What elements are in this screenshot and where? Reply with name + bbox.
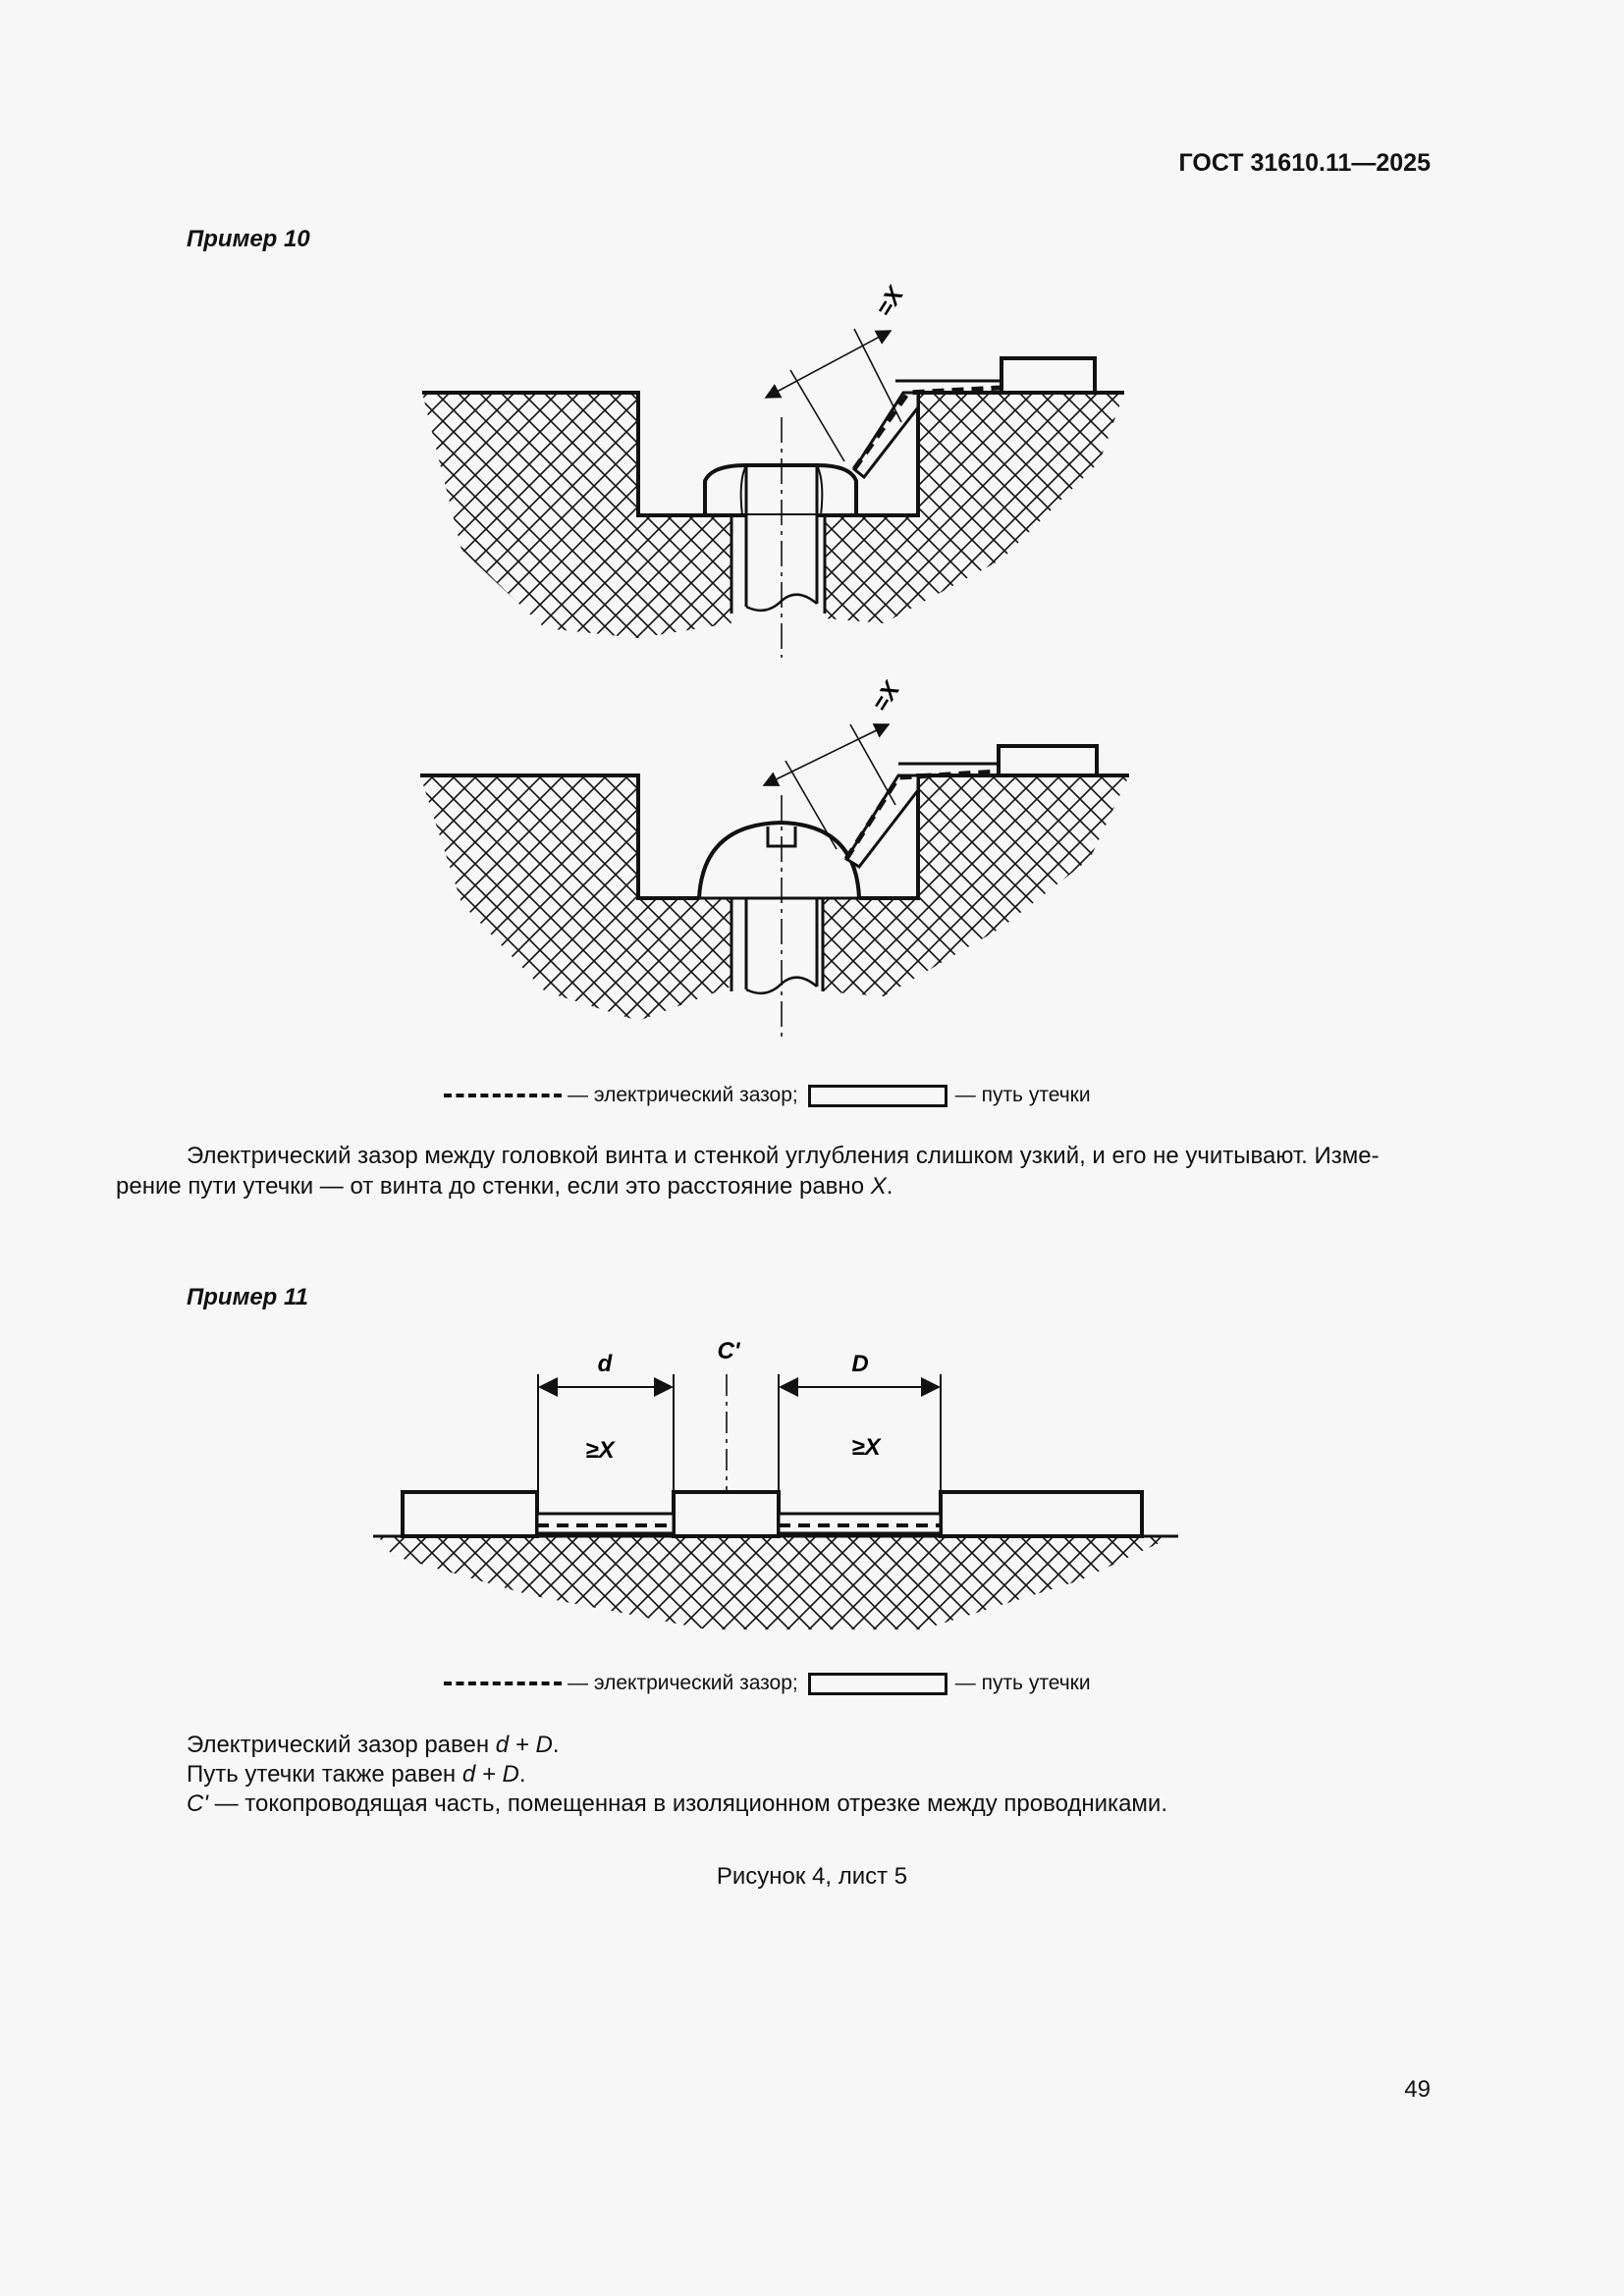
clearance-dash-swatch [444, 1682, 562, 1685]
legend-clearance-label: — электрический зазор; [568, 1672, 798, 1694]
example-10-title: Пример 10 [187, 226, 310, 252]
dimension-label-x-a: =X [870, 282, 909, 322]
label-ge-x-right: ≥X [851, 1434, 881, 1461]
example-10-paragraph-line-2: рение пути утечки — от винта до стенки, если это расстояние равно X. [116, 1173, 893, 1200]
dimension-label-x-b: =X [867, 677, 905, 717]
dimension-label-D: D [851, 1351, 869, 1377]
legend-example-11 [444, 1672, 1091, 1695]
dimension-label-d: d [597, 1351, 613, 1377]
example-11-line-3: C' — токопроводящая часть, помещенная в изоляционном отрезке между проводниками. [187, 1790, 1167, 1817]
label-ge-x-left: ≥X [585, 1437, 615, 1464]
legend-creepage-label: — путь утечки [954, 1672, 1091, 1694]
label-c-prime: C' [717, 1338, 740, 1364]
page-number: 49 [1404, 2076, 1431, 2103]
document-code: ГОСТ 31610.11—2025 [1178, 149, 1431, 177]
clearance-dash-swatch [444, 1094, 562, 1097]
example-10-paragraph-line-1: Электрический зазор между головкой винта и стенкой углубления слишком узкий, и его не учитывают. Изме- [187, 1143, 1380, 1169]
example-11-figure [0, 1315, 1624, 1649]
creepage-box-swatch [808, 1085, 947, 1107]
creepage-box-swatch [808, 1673, 947, 1695]
example-10-figure [0, 0, 1624, 1080]
legend-creepage-label: — путь утечки [954, 1084, 1091, 1106]
diagram-round-head-screw [420, 675, 1129, 1041]
legend-example-10 [444, 1084, 1091, 1107]
example-11-line-1: Электрический зазор равен d + D. [187, 1732, 560, 1758]
diagram-hex-screw [422, 281, 1124, 658]
legend-clearance-label: — электрический зазор; [568, 1084, 798, 1106]
example-11-title: Пример 11 [187, 1284, 308, 1310]
example-11-line-2: Путь утечки также равен d + D. [187, 1761, 526, 1788]
figure-caption: Рисунок 4, лист 5 [716, 1863, 908, 1890]
